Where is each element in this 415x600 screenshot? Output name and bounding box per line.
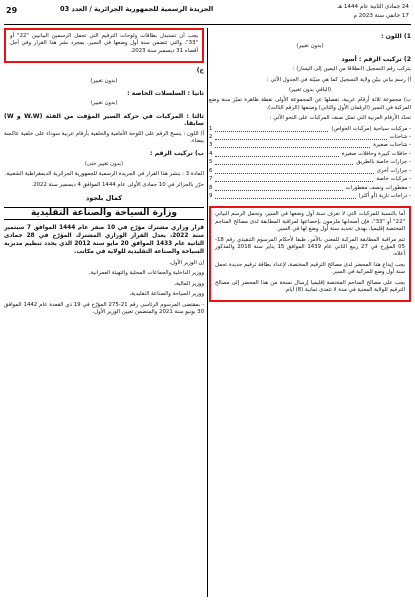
paragraph: تتم مراقبة المطابقة المركبة للمعني بالأمر، طبقا لأحكام المرسوم التنفيذي رقم 18-05 المؤرخ في 27 ربيع الثاني عام 1439 الموافق 15 يناير سنة 2018 والمذكور أعلاه. (215, 236, 406, 258)
paragraph: إن الوزير الأول، (169, 259, 204, 266)
article-3: المادة 3 : ينشر هذا القرار في الجريدة الرسمية للجمهورية الجزائرية الديمقراطية الشعبية. (4, 171, 204, 178)
list-item: - حافلات كبيرة وحافلات صغيرة 4 (209, 150, 411, 157)
list-item: - مركبات خاصة 7 (209, 176, 411, 183)
paragraph: يجب إيداع هذا المحضر لدى مصالح الترقيم المختصة، لإعداد بطاقة ترقيم جديدة تحمل سنة أول وضع للمركبة في السير. (215, 261, 405, 276)
paragraph: ب) مجموعة ثلاثة أرقام عربية، تفصلها عن المجموعة الأولى نقطة ظاهرة تميّز سنة وضع المركبة في السير (الرقمان الأول والثاني) وصنفها (الرقم الثالث). (209, 97, 411, 111)
unchanged-note: (بدون تغيير حتى) (84, 160, 124, 167)
page-number: 29 (6, 6, 18, 15)
section-special-series-title: ثانيا : السلسلات الخاصة : (127, 90, 204, 98)
unchanged-note: (بدون تغيير) (296, 43, 324, 50)
paragraph: ووزير المالية، (174, 280, 204, 287)
section-color-title: 1) اللون : (380, 33, 411, 40)
left-column (4, 28, 204, 597)
unchanged-note: (بدون تغيير) (90, 77, 118, 84)
paragraph: يجب أن تستبدل بطاقات ولوحات الترقيم التي تحمل الرسمين البيانيين "22" أو "33"، والتي تتضمن سنة أول وضعها في السير، بمجرد نشر هذا القرار وفي أجل أقصاه 31 ديسمبر سنة 2023. (10, 33, 198, 54)
list-item: - مقطورات ونصف مقطورات 8 (209, 184, 411, 191)
unchanged-note: (بدون تغيير) (90, 100, 118, 107)
right-column (209, 28, 411, 597)
paragraph: أما بالنسبة للمركبات التي لا تعرف سنة أول وضعها في السير، وتحمل الرسم البياني "22" أو "33"، فإن أصحابها ملزمون بإخضاعها لمراقبة المطابقة لدى مصالح المناجم المختصة إقليميا، بهدف تحديد سنة أول وضع لها في السير. (215, 211, 405, 233)
header-dates (337, 3, 409, 21)
column-divider (207, 28, 208, 597)
page-header (4, 2, 411, 25)
list-item: - جرارات أخرى 6 (209, 167, 411, 174)
paragraph: أ) اللون : ينسخ الرقم على اللوحة الأمامية والخلفية بأرقام عربية سوداء على خلفية عاكسة بيضاء. (4, 130, 204, 145)
highlight-box-deadline (4, 28, 204, 63)
paragraph: يتركب رقم التسجيل (انطلاقا من اليمين إلى اليسار) : (292, 66, 411, 73)
paragraph: ووزير السياحة والصناعة التقليدية، (129, 291, 204, 298)
vehicle-category-list (209, 126, 411, 201)
date-hijri: 24 جمادى الثانية عام 1444 هـ (337, 4, 409, 10)
journal-title: الجريدة الرسمية للجمهورية الجزائرية / العدد 03 (60, 5, 214, 13)
decree-title: قرار وزاري مشترك مؤرّخ في 10 صفر عام 1444 الموافق 7 سبتمبر سنة 2022، يعدل القرار الوزاري المشترك المؤرّخ في 28 جمادى الثانية عام 1433 الموافق 20 مايو سنة 2012 الذي يحدد تنظيم مديرية السياحة والصناعة التقليدية للولاية في مكاتب. (4, 224, 204, 255)
list-item: - جرارات خاصة بالطريق 5 (209, 159, 411, 166)
ministry-heading: وزارة السياحة والصناعة التقليدية (4, 207, 204, 220)
done-at: حرّر بالجزائر في 10 جمادى الأولى عام 1444 الموافق 4 ديسمبر سنة 2022. (31, 181, 204, 188)
date-gregorian: 17 جانفي سنة 2023 م (353, 13, 409, 19)
paragraph: - بمقتضى المرسوم الرئاسي رقم 21-275 المؤرّخ في 19 ذي القعدة عام 1442 الموافق 30 يونيو سنة 2021 والمتضمن تعيين الوزير الأول، (4, 301, 204, 315)
signature-name: كمال بلجود (85, 194, 123, 203)
paragraph: يجب على مصالح المناجم المختصة إقليميا إرسال نسخة من هذا المحضر إلى مصالح الترقيم للولاية المعنية في مدة لا تتعدى ثمانية (8) أيام. (215, 279, 405, 293)
list-item: - مركبات سياحية (مركبات الخواص) 1 (209, 125, 411, 132)
section-number-composition-title: 2) تركيب الرقم : أسود (341, 55, 411, 63)
paragraph: ووزير الداخلية والجماعات المحلية والتهيئة العمرانية، (89, 270, 204, 277)
list-item: - شاحنات صغيرة 3 (209, 142, 411, 149)
list-item: - شاحنات 2 (209, 134, 411, 141)
paragraph: أ) رسم بياني يبيّن ولاية التسجيل كما هي مبيّنة في الجدول الآتي : (266, 76, 411, 83)
paragraph: تحدّد الأرقام العربية التي تمثل صنف المركبات على النحو الآتي : (269, 115, 411, 122)
highlight-box-amendment (209, 206, 411, 302)
unchanged-note: (الباقي بدون تغيير) (288, 87, 332, 94)
list-item: - دراجات نارية (أو أكثر) 9 (209, 192, 411, 199)
section-temporary-vehicles-title: ثالثا : المركبات في حركة السير المؤقت من الفئة (W.W و W) سابقا. (4, 112, 204, 128)
subsection-b-title: ب) تركيب الرقم : (149, 150, 204, 158)
subsection-c: ج) (196, 67, 204, 75)
